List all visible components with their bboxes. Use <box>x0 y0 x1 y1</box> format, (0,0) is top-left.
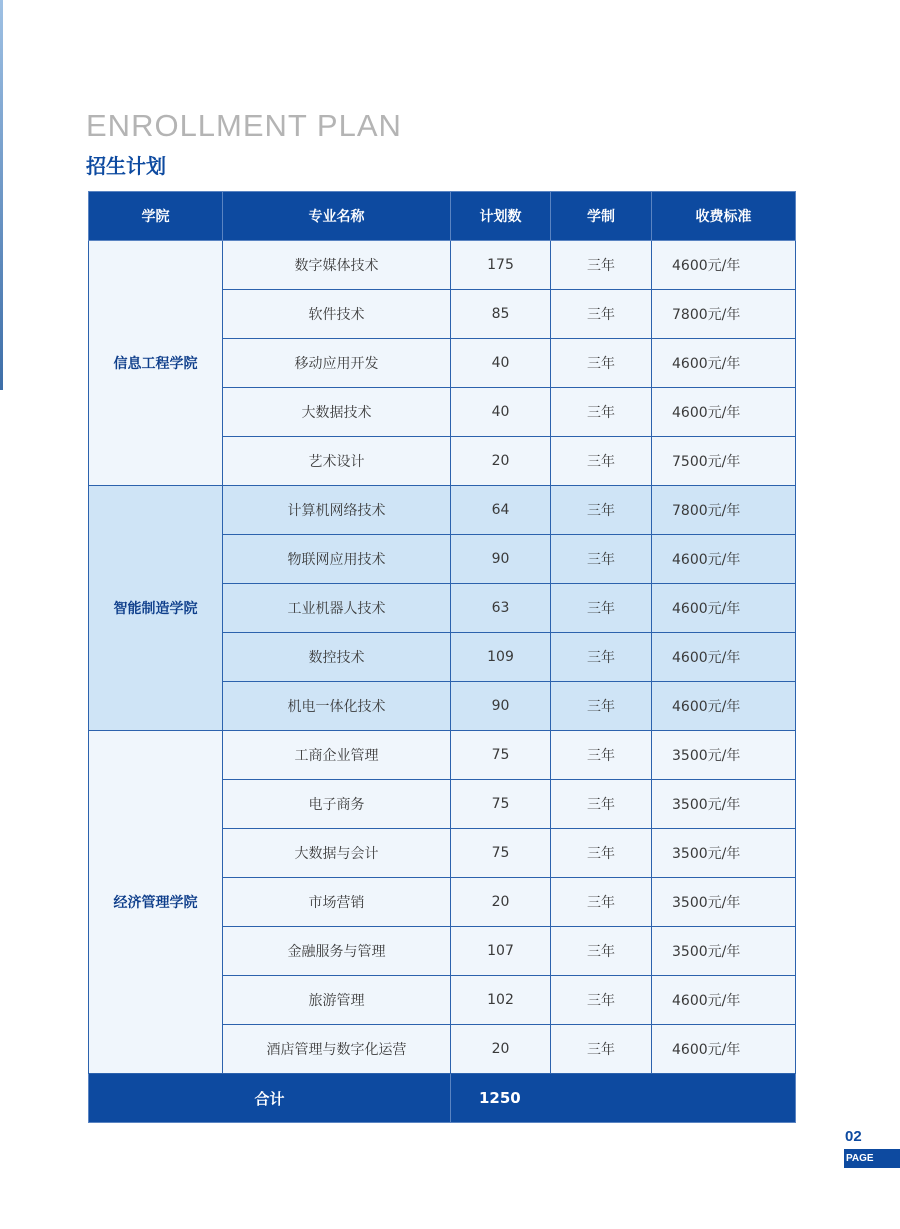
count-cell: 85 <box>451 290 551 339</box>
major-cell: 旅游管理 <box>223 976 451 1025</box>
fee-cell: 4600元/年 <box>652 241 796 290</box>
count-cell: 63 <box>451 584 551 633</box>
enrollment-table <box>88 191 796 1123</box>
duration-cell: 三年 <box>551 731 652 780</box>
major-cell: 市场营销 <box>223 878 451 927</box>
count-cell: 90 <box>451 682 551 731</box>
page-number: 02 <box>845 1128 862 1145</box>
duration-cell: 三年 <box>551 780 652 829</box>
major-cell: 数字媒体技术 <box>223 241 451 290</box>
total-row <box>89 1074 796 1123</box>
major-cell: 物联网应用技术 <box>223 535 451 584</box>
table-row <box>89 731 796 780</box>
major-cell: 数控技术 <box>223 633 451 682</box>
fee-cell: 3500元/年 <box>652 780 796 829</box>
fee-cell: 3500元/年 <box>652 829 796 878</box>
major-cell: 计算机网络技术 <box>223 486 451 535</box>
count-cell: 75 <box>451 829 551 878</box>
major-cell: 大数据与会计 <box>223 829 451 878</box>
fee-cell: 3500元/年 <box>652 731 796 780</box>
count-cell: 75 <box>451 780 551 829</box>
total-value: 1250 <box>451 1074 796 1123</box>
fee-cell: 7800元/年 <box>652 486 796 535</box>
column-header-college: 学院 <box>89 192 223 241</box>
fee-cell: 4600元/年 <box>652 584 796 633</box>
duration-cell: 三年 <box>551 584 652 633</box>
duration-cell: 三年 <box>551 878 652 927</box>
duration-cell: 三年 <box>551 437 652 486</box>
fee-cell: 4600元/年 <box>652 976 796 1025</box>
column-header-major: 专业名称 <box>223 192 451 241</box>
fee-cell: 3500元/年 <box>652 878 796 927</box>
duration-cell: 三年 <box>551 927 652 976</box>
fee-cell: 7500元/年 <box>652 437 796 486</box>
major-cell: 艺术设计 <box>223 437 451 486</box>
fee-cell: 4600元/年 <box>652 682 796 731</box>
count-cell: 64 <box>451 486 551 535</box>
fee-cell: 7800元/年 <box>652 290 796 339</box>
table-header-row <box>89 192 796 241</box>
major-cell: 大数据技术 <box>223 388 451 437</box>
duration-cell: 三年 <box>551 976 652 1025</box>
fee-cell: 4600元/年 <box>652 535 796 584</box>
table-body <box>89 241 796 1074</box>
major-cell: 机电一体化技术 <box>223 682 451 731</box>
fee-cell: 4600元/年 <box>652 388 796 437</box>
count-cell: 40 <box>451 339 551 388</box>
count-cell: 175 <box>451 241 551 290</box>
total-label: 合计 <box>89 1074 451 1123</box>
count-cell: 20 <box>451 878 551 927</box>
table-row <box>89 241 796 290</box>
page-title-zh: 招生计划 <box>86 154 166 178</box>
column-header-fee: 收费标准 <box>652 192 796 241</box>
major-cell: 工商企业管理 <box>223 731 451 780</box>
table-row <box>89 486 796 535</box>
count-cell: 107 <box>451 927 551 976</box>
count-cell: 40 <box>451 388 551 437</box>
major-cell: 酒店管理与数字化运营 <box>223 1025 451 1074</box>
duration-cell: 三年 <box>551 535 652 584</box>
count-cell: 90 <box>451 535 551 584</box>
major-cell: 工业机器人技术 <box>223 584 451 633</box>
duration-cell: 三年 <box>551 633 652 682</box>
college-cell: 信息工程学院 <box>89 241 223 486</box>
fee-cell: 4600元/年 <box>652 633 796 682</box>
count-cell: 20 <box>451 437 551 486</box>
major-cell: 移动应用开发 <box>223 339 451 388</box>
column-header-duration: 学制 <box>551 192 652 241</box>
count-cell: 20 <box>451 1025 551 1074</box>
fee-cell: 4600元/年 <box>652 339 796 388</box>
duration-cell: 三年 <box>551 388 652 437</box>
duration-cell: 三年 <box>551 1025 652 1074</box>
duration-cell: 三年 <box>551 339 652 388</box>
left-edge-accent <box>0 0 3 390</box>
college-cell: 智能制造学院 <box>89 486 223 731</box>
duration-cell: 三年 <box>551 682 652 731</box>
major-cell: 电子商务 <box>223 780 451 829</box>
fee-cell: 3500元/年 <box>652 927 796 976</box>
fee-cell: 4600元/年 <box>652 1025 796 1074</box>
duration-cell: 三年 <box>551 486 652 535</box>
major-cell: 软件技术 <box>223 290 451 339</box>
duration-cell: 三年 <box>551 290 652 339</box>
duration-cell: 三年 <box>551 241 652 290</box>
page-label: PAGE <box>844 1149 900 1168</box>
duration-cell: 三年 <box>551 829 652 878</box>
count-cell: 109 <box>451 633 551 682</box>
count-cell: 75 <box>451 731 551 780</box>
count-cell: 102 <box>451 976 551 1025</box>
major-cell: 金融服务与管理 <box>223 927 451 976</box>
college-cell: 经济管理学院 <box>89 731 223 1074</box>
column-header-count: 计划数 <box>451 192 551 241</box>
page-title-en: ENROLLMENT PLAN <box>86 108 402 143</box>
